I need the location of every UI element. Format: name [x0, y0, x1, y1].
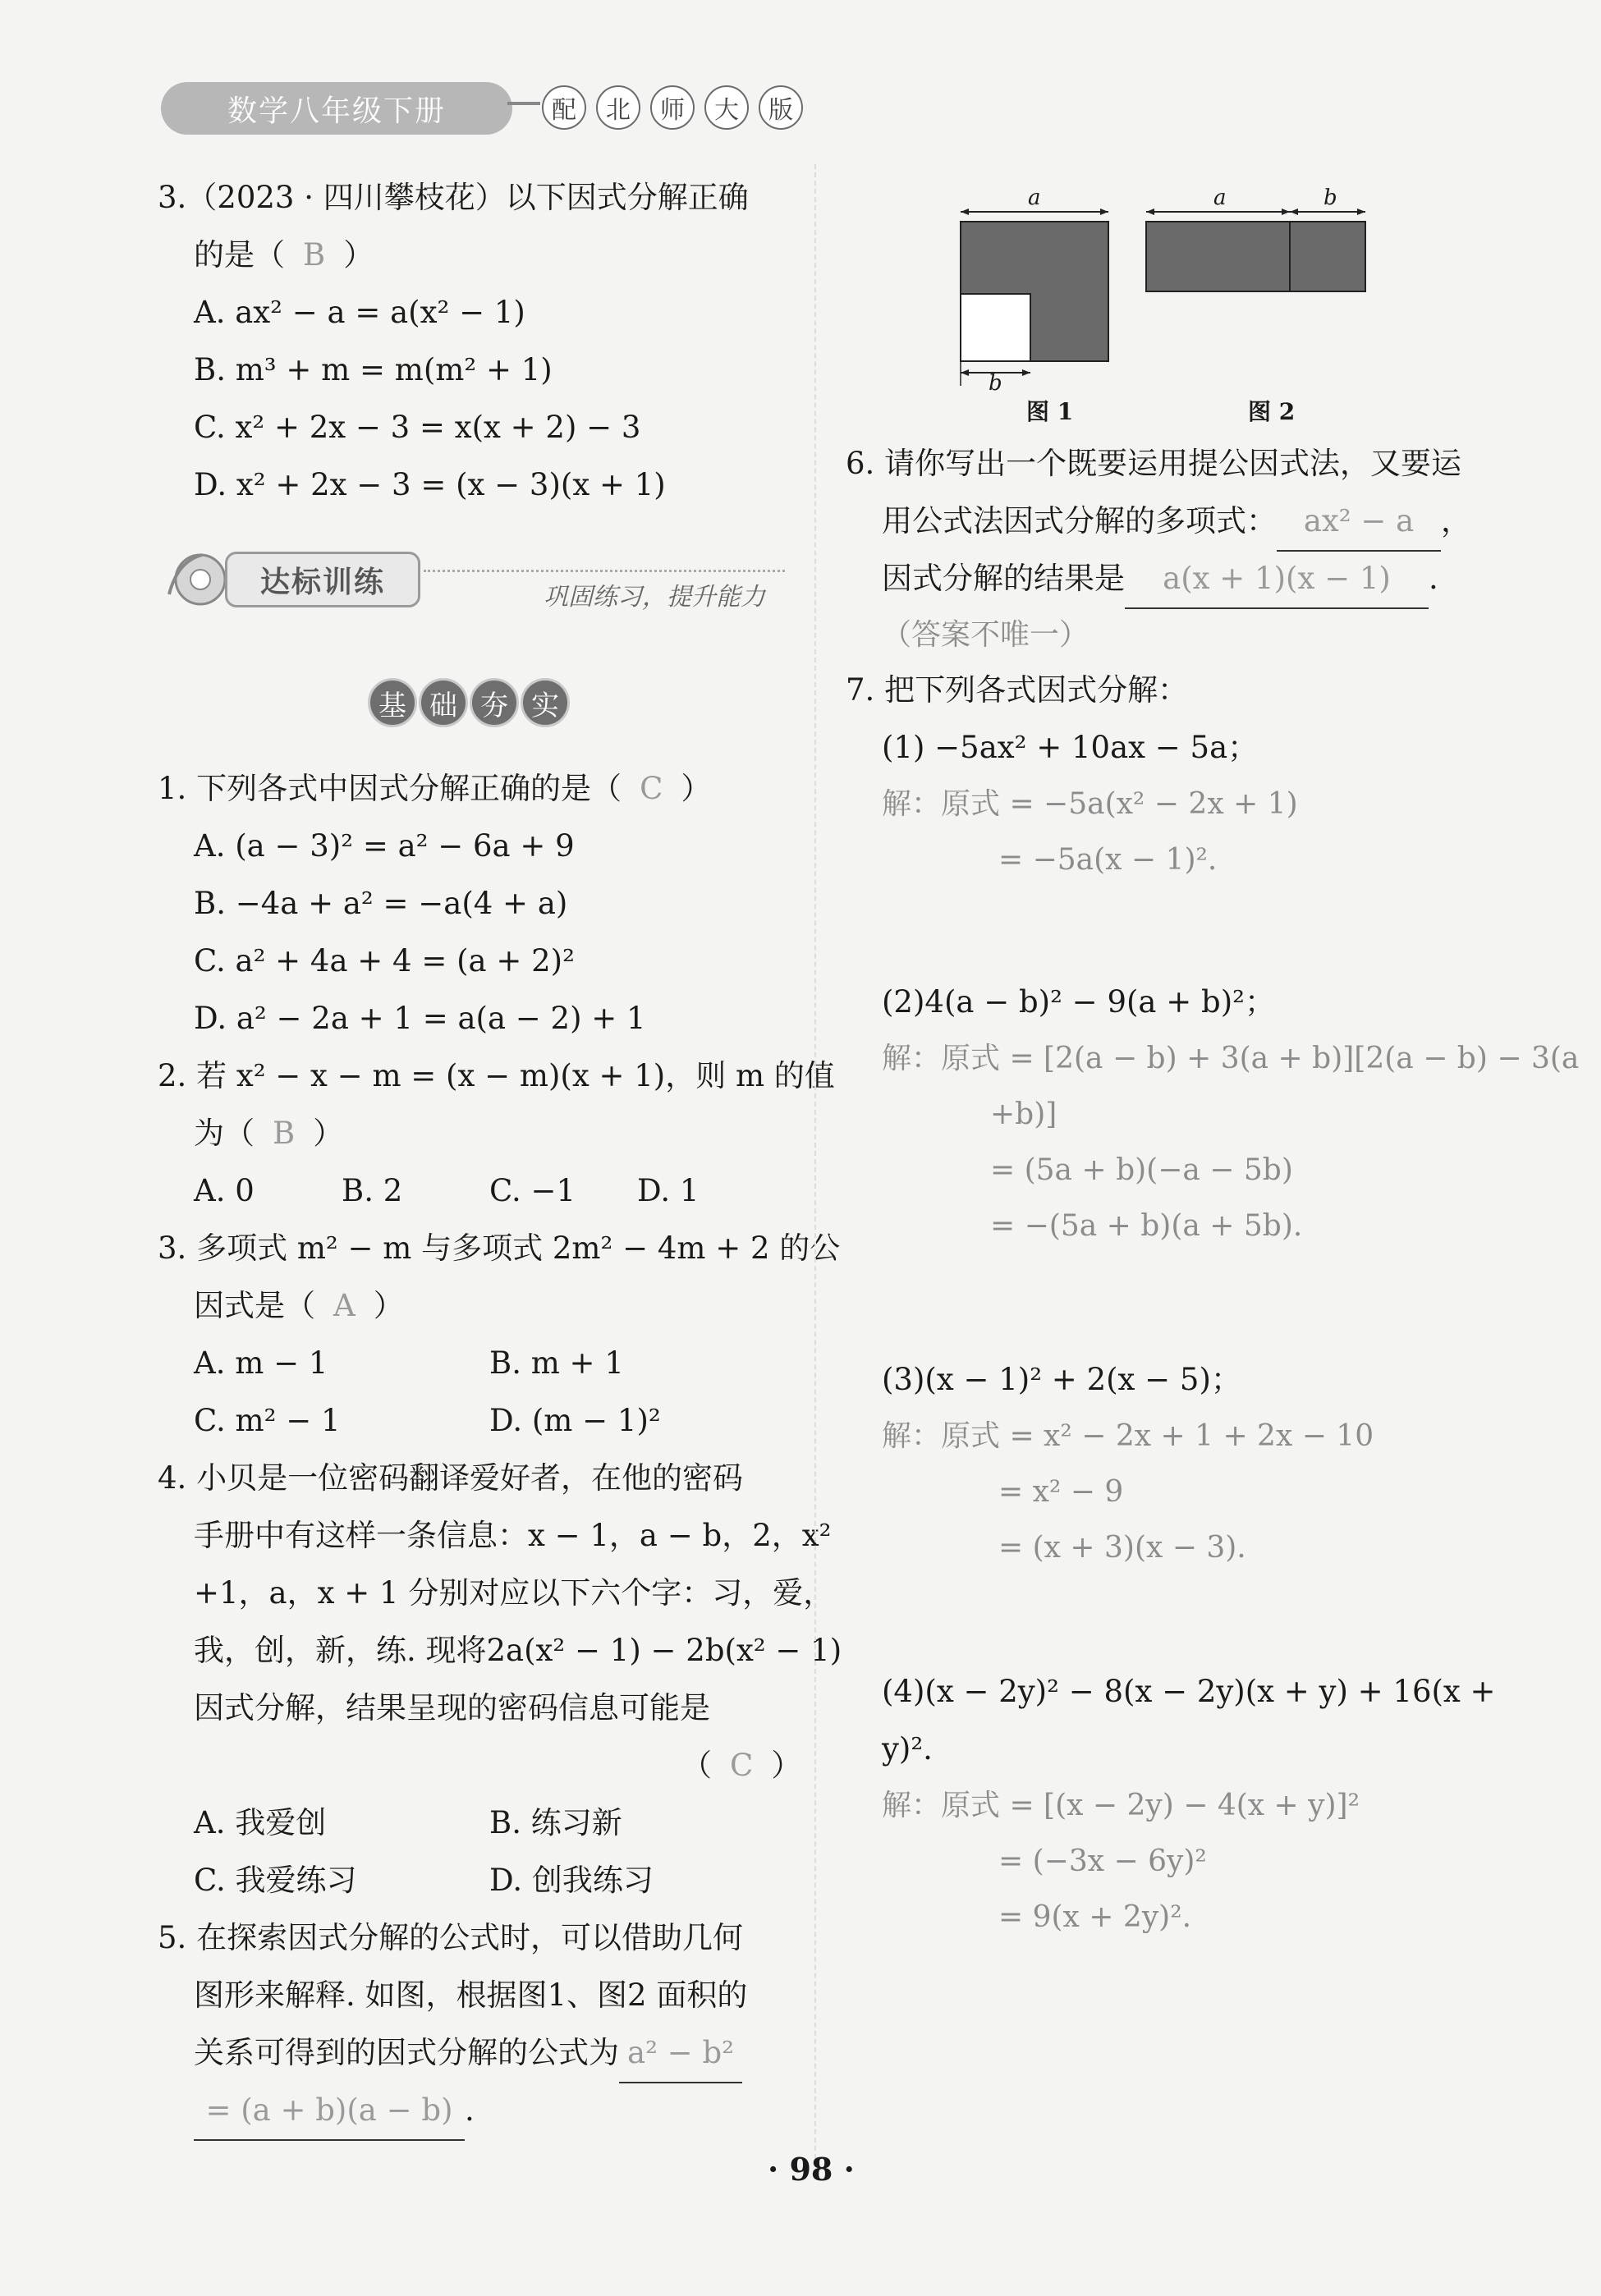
answer-mark: B	[273, 1116, 296, 1151]
section-dotted-line	[424, 570, 785, 572]
book-title-banner	[161, 82, 512, 135]
q4-option-a: A. 我爱创	[194, 1805, 327, 1840]
q4-line1: 4. 小贝是一位密码翻译爱好者，在他的密码	[158, 1460, 744, 1496]
answer-mark: C	[730, 1748, 754, 1783]
q5-line3: 关系可得到的因式分解的公式为 a² − b²	[194, 2024, 742, 2083]
basic-badge	[368, 678, 570, 727]
q7-p2-sol-4: = −(5a + b)(a + 5b).	[990, 1209, 1303, 1243]
q6-answer-blank-2: a(x + 1)(x − 1)	[1125, 550, 1429, 609]
q4-line2: 手册中有这样一条信息：x − 1，a − b，2，x²	[194, 1518, 832, 1553]
edition-char: 北	[596, 85, 640, 130]
q3-option-a: A. m − 1	[194, 1345, 328, 1381]
section-title: 达标训练	[259, 565, 385, 599]
square-figures	[952, 189, 1379, 427]
q6-line2: 用公式法因式分解的多项式： ax² − a ，	[882, 493, 1471, 552]
edition-circles	[542, 85, 803, 130]
fig2-b-label: b	[1323, 186, 1337, 210]
q7-p4-sol-2: = (−3x − 6y)²	[998, 1845, 1207, 1878]
q2-option-b: B. 2	[342, 1173, 403, 1208]
fig2-a-label: a	[1213, 186, 1227, 210]
q2-option-d: D. 1	[637, 1173, 700, 1208]
q4-answer-bracket: （ C ）	[681, 1748, 802, 1783]
top-q3-option-a: A. ax² − a = a(x² − 1)	[194, 295, 525, 330]
book-title: 数学八年级下册	[227, 94, 446, 128]
answer-mark: C	[640, 771, 663, 806]
q7-p4-stem-2: y)².	[882, 1731, 933, 1767]
edition-char: 大	[704, 85, 749, 130]
q2-line1: 2. 若 x² − x − m = (x − m)(x + 1)，则 m 的值	[158, 1058, 835, 1093]
badge-char: 础	[419, 678, 468, 727]
top-q3-option-d: D. x² + 2x − 3 = (x − 3)(x + 1)	[194, 467, 666, 502]
banner-arrow	[507, 102, 540, 105]
section-header	[161, 545, 785, 611]
fig1-a-label: a	[1028, 186, 1041, 210]
fig1-caption: 图 1	[1026, 398, 1074, 425]
q7-p3-sol-3: = (x + 3)(x − 3).	[998, 1531, 1246, 1565]
q6-line1: 6. 请你写出一个既要运用提公因式法，又要运	[846, 446, 1462, 481]
q6-note: （答案不唯一）	[882, 618, 1090, 652]
q7-p3-stem: (3)(x − 1)² + 2(x − 5)；	[882, 1362, 1241, 1397]
q3-line1: 3. 多项式 m² − m 与多项式 2m² − 4m + 2 的公	[158, 1230, 841, 1266]
section-subtitle: 巩固练习，提升能力	[544, 583, 765, 612]
q5-line4: = (a + b)(a − b) .	[194, 2082, 475, 2141]
q5-answer-blank-2: = (a + b)(a − b)	[194, 2082, 465, 2141]
q6-line3: 因式分解的结果是 a(x + 1)(x − 1) .	[882, 550, 1438, 609]
q2-line2: 为（ B ）	[194, 1116, 344, 1151]
q1-stem: 1. 下列各式中因式分解正确的是（ C ）	[158, 771, 712, 806]
fig1-b-label: b	[989, 371, 1002, 396]
q3-option-c: C. m² − 1	[194, 1403, 341, 1438]
q7-p1-stem: (1) −5ax² + 10ax − 5a；	[882, 730, 1259, 765]
figure-area	[952, 186, 1379, 427]
q4-option-d: D. 创我练习	[489, 1863, 654, 1898]
badge-char: 夯	[470, 678, 519, 727]
q5-line1: 5. 在探索因式分解的公式时，可以借助几何	[158, 1920, 744, 1955]
q7-p3-sol-2: = x² − 9	[998, 1475, 1124, 1509]
q7-p2-sol-3: = (5a + b)(−a − 5b)	[990, 1153, 1293, 1187]
q6-answer-blank-1: ax² − a	[1277, 493, 1441, 552]
answer-mark: A	[333, 1288, 356, 1323]
q3-line2: 因式是（ A ）	[194, 1288, 404, 1323]
section-title-box	[225, 552, 420, 607]
top-q3-line1: 3.（2023 · 四川攀枝花）以下因式分解正确	[158, 180, 749, 215]
q1-option-c: C. a² + 4a + 4 = (a + 2)²	[194, 943, 575, 978]
q7-p4-stem-1: (4)(x − 2y)² − 8(x − 2y)(x + y) + 16(x +	[882, 1674, 1496, 1709]
q7-p4-sol-1: 解：原式 = [(x − 2y) − 4(x + y)]²	[882, 1789, 1360, 1822]
q4-option-c: C. 我爱练习	[194, 1863, 357, 1898]
q3-option-b: B. m + 1	[489, 1345, 624, 1381]
q4-option-b: B. 练习新	[489, 1805, 622, 1840]
top-q3-option-b: B. m³ + m = m(m² + 1)	[194, 352, 553, 387]
top-q3-line2: 的是（ B ）	[194, 237, 374, 273]
q7-p2-stem: (2)4(a − b)² − 9(a + b)²；	[882, 984, 1275, 1020]
q7-p1-sol-1: 解：原式 = −5a(x² − 2x + 1)	[882, 787, 1298, 821]
q1-option-a: A. (a − 3)² = a² − 6a + 9	[194, 828, 575, 864]
q1-option-b: B. −4a + a² = −a(4 + a)	[194, 886, 568, 921]
q7-title: 7. 把下列各式因式分解：	[846, 672, 1189, 708]
column-divider	[814, 164, 816, 2167]
q7-p1-sol-2: = −5a(x − 1)².	[998, 843, 1218, 877]
q4-line3: +1，a，x + 1 分别对应以下六个字：习，爱，	[194, 1575, 834, 1611]
q4-line4: 我，创，新，练. 现将2a(x² − 1) − 2b(x² − 1)	[194, 1633, 842, 1668]
edition-char: 师	[650, 85, 695, 130]
q5-line2: 图形来解释. 如图，根据图1、图2 面积的	[194, 1977, 748, 2013]
q4-line5: 因式分解，结果呈现的密码信息可能是	[194, 1690, 710, 1725]
badge-char: 基	[368, 678, 417, 727]
q2-option-c: C. −1	[489, 1173, 576, 1208]
section-mascot-icon	[161, 545, 235, 611]
fig2-caption: 图 2	[1248, 398, 1296, 425]
answer-mark: B	[303, 237, 326, 273]
edition-char: 版	[759, 85, 803, 130]
q5-answer-blank-1: a² − b²	[619, 2024, 742, 2083]
q7-p3-sol-1: 解：原式 = x² − 2x + 1 + 2x − 10	[882, 1419, 1374, 1453]
q7-p2-sol-1: 解：原式 = [2(a − b) + 3(a + b)][2(a − b) − 3(a	[882, 1042, 1580, 1075]
edition-char: 配	[542, 85, 586, 130]
q3-option-d: D. (m − 1)²	[489, 1403, 661, 1438]
top-q3-option-c: C. x² + 2x − 3 = x(x + 2) − 3	[194, 410, 641, 445]
q7-p4-sol-3: = 9(x + 2y)².	[998, 1900, 1192, 1934]
page-number: · 98 ·	[768, 2151, 855, 2188]
q1-option-d: D. a² − 2a + 1 = a(a − 2) + 1	[194, 1001, 646, 1036]
badge-char: 实	[521, 678, 570, 727]
q2-option-a: A. 0	[194, 1173, 255, 1208]
q7-p2-sol-2: +b)]	[990, 1098, 1057, 1131]
